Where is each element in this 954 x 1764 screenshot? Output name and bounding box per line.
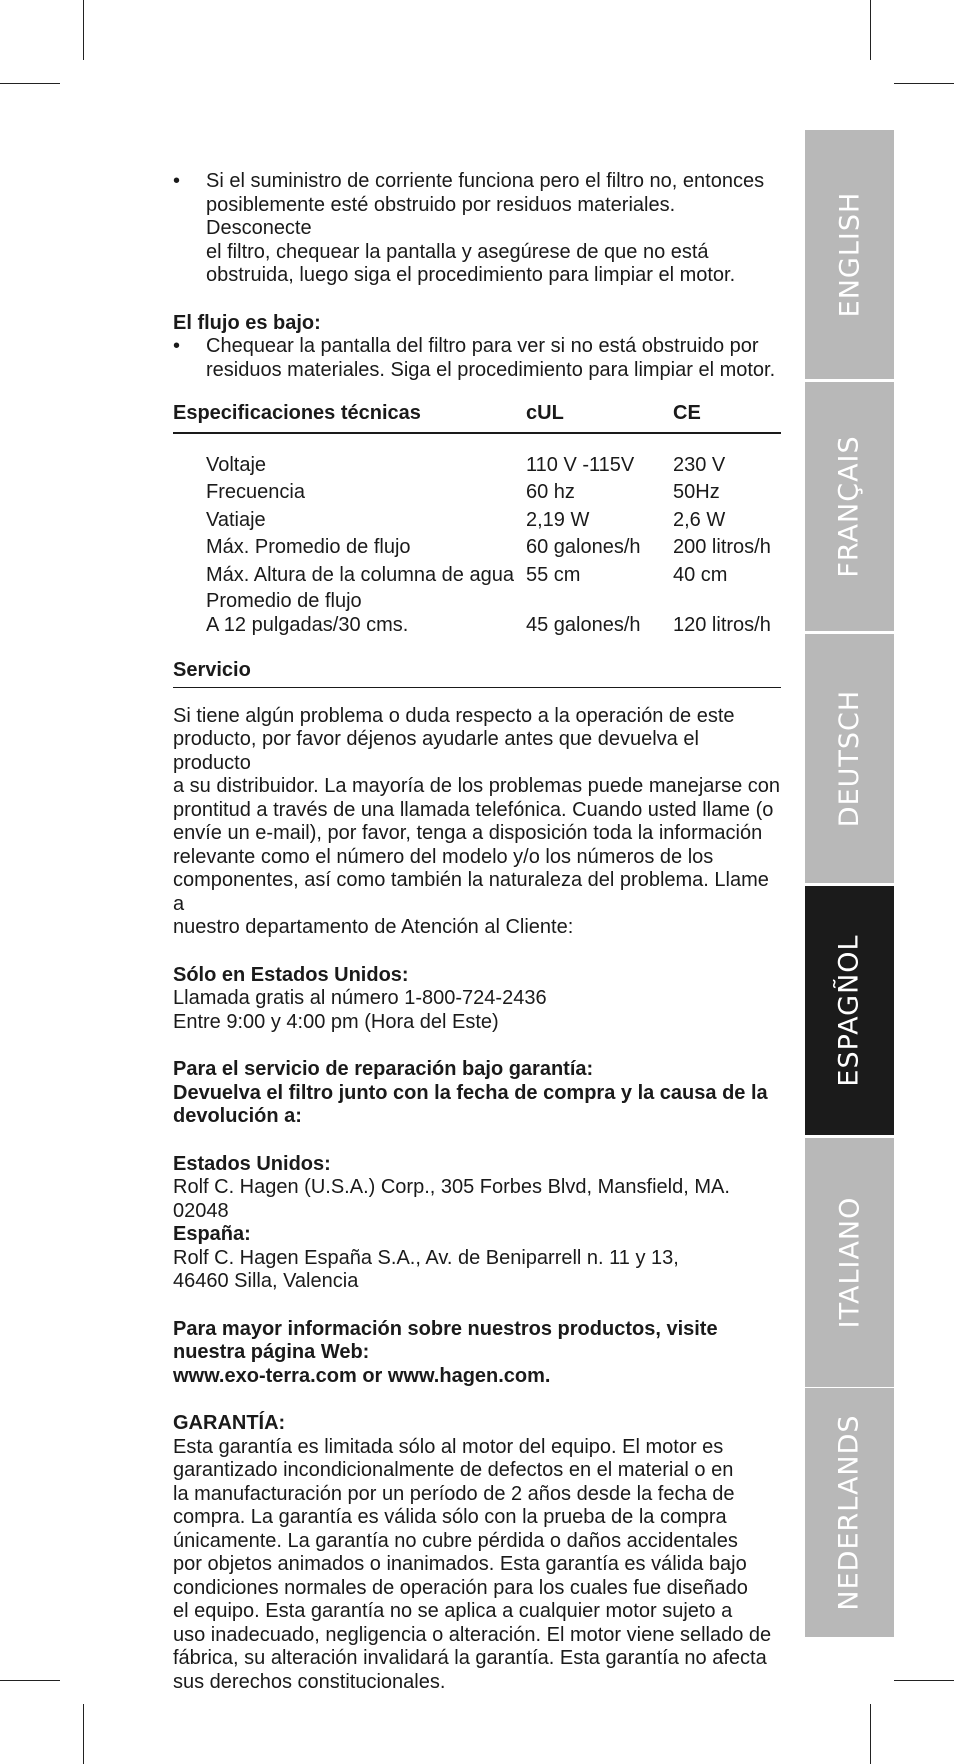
page-content [173, 170, 781, 1694]
website-links: www.exo-terra.com or www.hagen.com. [173, 1364, 551, 1387]
crop-mark [83, 1704, 84, 1764]
more-info-block [173, 1318, 781, 1389]
specs-header [173, 402, 781, 434]
text-line: producto, por favor déjenos ayudarle antes que devuelva el producto [173, 728, 699, 774]
crop-mark [894, 1680, 954, 1681]
low-flow-heading: El flujo es bajo: [173, 311, 321, 334]
table-row: Vatiaje 2,19 W 2,6 W [206, 508, 726, 531]
tab-nederlands[interactable]: NEDERLANDS [805, 1388, 894, 1637]
text-line: garantizado incondicionalmente de defectos en el material o en [173, 1459, 734, 1481]
specs-table [173, 434, 781, 638]
usa-address: Rolf C. Hagen (U.S.A.) Corp., 305 Forbes Blvd, Mansfield, MA. 02048 [173, 1176, 730, 1222]
crop-mark [870, 1704, 871, 1764]
spain-address-heading: España: [173, 1223, 251, 1245]
crop-mark [0, 83, 60, 84]
tab-espagnol[interactable]: ESPAGÑOL [805, 886, 894, 1135]
text-line: Entre 9:00 y 4:00 pm (Hora del Este) [173, 1010, 499, 1033]
spain-address: Rolf C. Hagen España S.A., Av. de Beniparrell n. 11 y 13, [173, 1246, 679, 1269]
text-line: posiblemente esté obstruido por residuos materiales. Desconecte [206, 193, 676, 239]
text-line: Devuelva el filtro junto con la fecha de compra y la causa de la [173, 1081, 768, 1104]
text-line: residuos materiales. Siga el procedimiento para limpiar el motor. [206, 358, 776, 381]
text-line: obstruida, luego siga el procedimiento para limpiar el motor. [206, 264, 736, 286]
bullet-dot: • [173, 335, 181, 357]
crop-mark [0, 1680, 60, 1681]
guarantee-paragraph [173, 1436, 781, 1695]
service-paragraph [173, 705, 781, 940]
spain-address: 46460 Silla, Valencia [173, 1270, 359, 1292]
text-line: compra. La garantía es válida sólo con la prueba de la compra [173, 1506, 727, 1528]
warranty-repair-block [173, 1058, 781, 1129]
text-line: por objetos animados o inanimados. Esta garantía es válida bajo [173, 1553, 747, 1575]
table-row: Máx. Promedio de flujo 60 galones/h 200 litros/h [206, 536, 771, 558]
specs-heading: Especificaciones técnicas [173, 402, 421, 424]
text-line: Para el servicio de reparación bajo garantía: [173, 1058, 594, 1080]
text-line: el filtro, chequear la pantalla y asegúrese de que no está [206, 240, 709, 263]
service-heading: Servicio [173, 659, 781, 688]
text-line: a su distribuidor. La mayoría de los problemas puede manejarse con [173, 775, 781, 797]
usa-only-heading: Sólo en Estados Unidos: [173, 963, 409, 986]
text-line: Si tiene algún problema o duda respecto a la operación de este [173, 704, 735, 727]
text-line: relevante como el número del modelo y/o los números de los [173, 845, 714, 868]
text-line: envíe un e-mail), por favor, tenga a disposición toda la información [173, 822, 763, 844]
text-line: el equipo. Esta garantía no se aplica a cualquier motor sujeto a [173, 1600, 733, 1622]
specs-col-cul: cUL [526, 402, 564, 424]
text-line: componentes, así como también la naturaleza del problema. Llame a [173, 869, 769, 915]
table-row: Promedio de flujo [206, 590, 362, 612]
tab-english[interactable]: ENGLISH [805, 130, 894, 379]
text-line: devolución a: [173, 1105, 302, 1127]
text-line: la manufacturación por un período de 2 años desde la fecha de [173, 1482, 735, 1505]
crop-mark [870, 0, 871, 60]
table-row: Máx. Altura de la columna de agua 55 cm 40 cm [206, 563, 728, 586]
language-tabs [805, 130, 894, 1637]
tab-deutsch[interactable]: DEUTSCH [805, 634, 894, 883]
tab-italiano[interactable]: ITALIANO [805, 1138, 894, 1387]
text-line: Si el suministro de corriente funciona pero el filtro no, entonces [206, 170, 765, 192]
low-flow-bullet [173, 335, 781, 382]
text-line: nuestro departamento de Atención al Cliente: [173, 916, 574, 938]
crop-mark [83, 0, 84, 60]
text-line: únicamente. La garantía no cubre pérdida o daños accidentales [173, 1529, 738, 1552]
specs-col-ce: CE [673, 402, 701, 424]
crop-mark [894, 83, 954, 84]
text-line: prontitud a través de una llamada telefónica. Cuando usted llame (o [173, 798, 774, 821]
text-line: sus derechos constitucionales. [173, 1670, 446, 1693]
text-line: nuestra página Web: [173, 1341, 370, 1363]
guarantee-heading: GARANTÍA: [173, 1412, 286, 1434]
troubleshoot-bullet [173, 170, 781, 288]
table-row: Frecuencia 60 hz 50Hz [206, 481, 720, 503]
text-line: fábrica, su alteración invalidará la garantía. Esta garantía no afecta [173, 1647, 767, 1669]
text-line: Para mayor información sobre nuestros productos, visite [173, 1317, 718, 1340]
table-row: A 12 pulgadas/30 cms. 45 galones/h 120 litros/h [206, 613, 771, 636]
tab-francais[interactable]: FRANÇAIS [805, 382, 894, 631]
bullet-dot: • [173, 170, 181, 192]
text-line: Chequear la pantalla del filtro para ver si no está obstruido por [206, 335, 759, 357]
text-line: Esta garantía es limitada sólo al motor del equipo. El motor es [173, 1435, 724, 1458]
table-row: Voltaje 110 V -115V 230 V [206, 453, 726, 476]
usa-address-heading: Estados Unidos: [173, 1152, 331, 1175]
text-line: condiciones normales de operación para los cuales fue diseñado [173, 1576, 748, 1599]
text-line: uso inadecuado, negligencia o alteración. El motor viene sellado de [173, 1623, 772, 1646]
text-line: Llamada gratis al número 1-800-724-2436 [173, 987, 547, 1009]
